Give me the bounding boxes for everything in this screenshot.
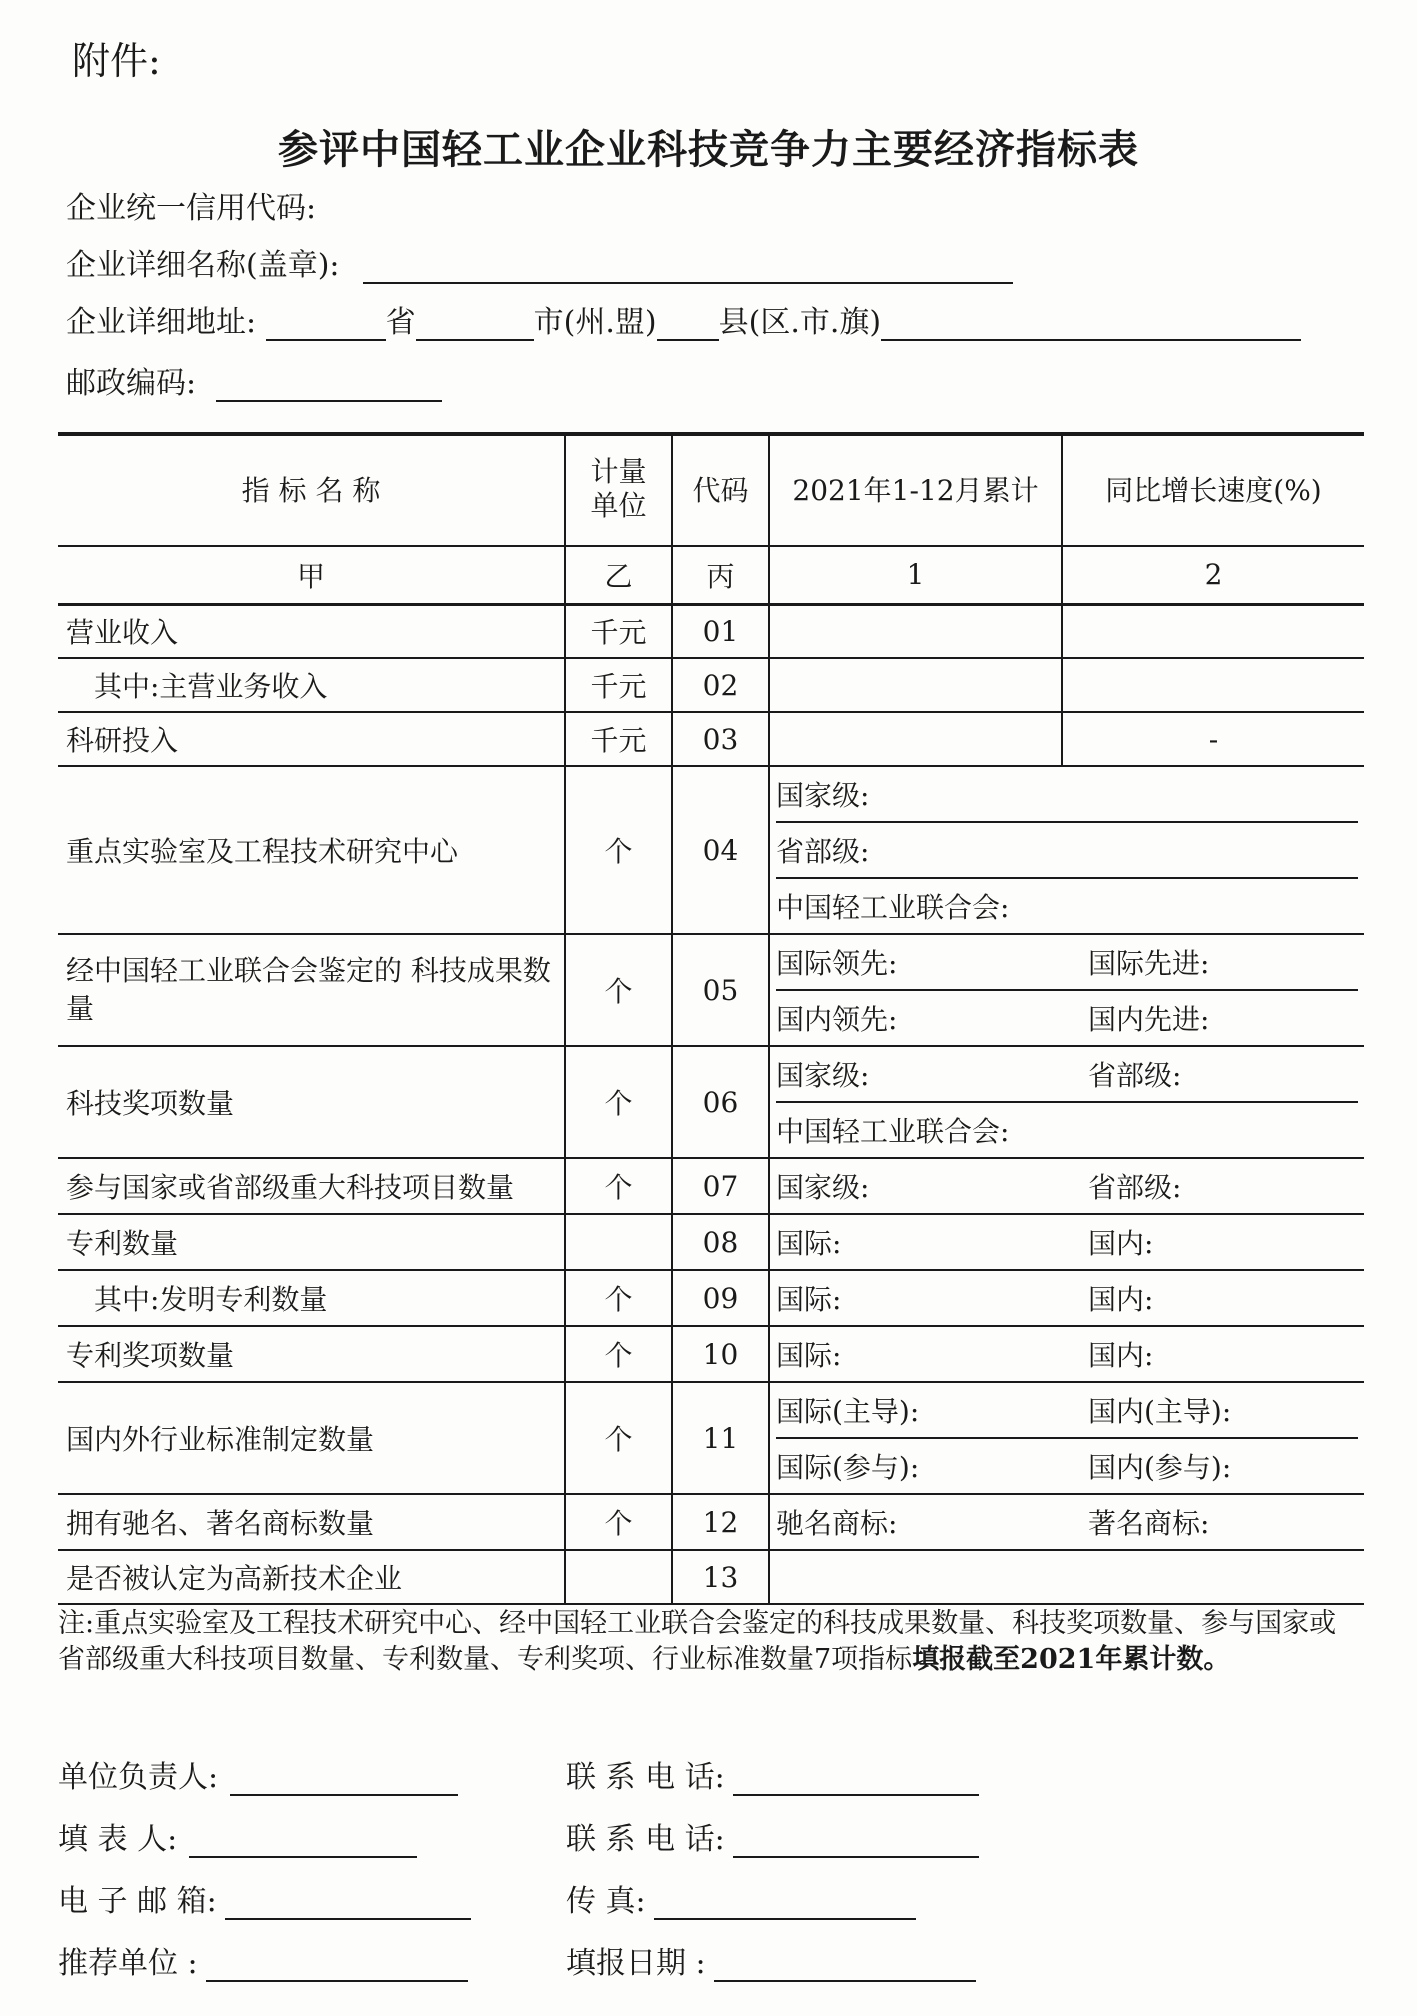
row-code: 02 — [672, 658, 769, 712]
row-code: 13 — [672, 1550, 769, 1604]
form-title: 参评中国轻工业企业科技竞争力主要经济指标表 — [278, 126, 1139, 173]
sub-label-left[interactable]: 国家级: — [776, 779, 870, 812]
sub-line — [776, 1103, 1358, 1157]
county-label: 县(区.市.旗) — [718, 305, 882, 340]
sub-label-right[interactable]: 国内: — [1088, 1227, 1154, 1260]
row-name: 专利数量 — [58, 1214, 565, 1270]
footnote-bold: 填报截至2021年累计数。 — [912, 1644, 1231, 1675]
table-row — [58, 712, 1364, 766]
province-field[interactable] — [266, 309, 386, 341]
table-row — [58, 1046, 1364, 1158]
sub-line — [776, 1215, 1358, 1269]
date-row — [566, 1938, 976, 1982]
row-name: 国内外行业标准制定数量 — [58, 1382, 565, 1494]
table-row — [58, 1158, 1364, 1214]
sub-label-right[interactable]: 国内(参与): — [1088, 1451, 1232, 1484]
table-row — [58, 1494, 1364, 1550]
row-unit: 个 — [565, 934, 672, 1046]
row-growth[interactable] — [1062, 604, 1364, 658]
row-values — [769, 1326, 1364, 1382]
row-code: 12 — [672, 1494, 769, 1550]
sub-label-right[interactable]: 省部级: — [1088, 1059, 1182, 1092]
row-growth[interactable] — [1062, 658, 1364, 712]
col-id-code: 丙 — [672, 546, 769, 604]
row-unit — [565, 1550, 672, 1604]
sub-label-left[interactable]: 驰名商标: — [776, 1507, 898, 1540]
row-code: 09 — [672, 1270, 769, 1326]
sub-line — [776, 1047, 1358, 1103]
row-unit: 千元 — [565, 712, 672, 766]
row-code: 01 — [672, 604, 769, 658]
city-label: 市(州.盟) — [533, 305, 657, 340]
recommender-row — [58, 1938, 468, 1982]
leader-label: 单位负责人: — [58, 1760, 219, 1795]
row-code: 05 — [672, 934, 769, 1046]
province-label: 省 — [385, 305, 416, 340]
row-unit: 个 — [565, 1158, 672, 1214]
row-name: 其中:主营业务收入 — [58, 658, 565, 712]
sub-line — [776, 1271, 1358, 1325]
sub-label-left[interactable]: 国际(参与): — [776, 1451, 920, 1484]
sub-label-right[interactable]: 国内先进: — [1088, 1003, 1210, 1036]
table-row — [58, 934, 1364, 1046]
col-id-unit: 乙 — [565, 546, 672, 604]
recommender-field[interactable] — [206, 1950, 468, 1982]
phone2-label: 联 系 电 话: — [566, 1822, 725, 1857]
filler-row — [58, 1814, 417, 1858]
header-unit-line2: 单位 — [590, 488, 647, 522]
header-growth: 同比增长速度(%) — [1062, 432, 1364, 546]
row-unit: 个 — [565, 1382, 672, 1494]
email-label: 电 子 邮 箱: — [58, 1884, 217, 1919]
sub-label-left[interactable]: 国际: — [776, 1339, 842, 1372]
leader-row — [58, 1752, 458, 1796]
header-unit-line1: 计量 — [590, 454, 647, 488]
row-cumulative[interactable] — [769, 712, 1062, 766]
table-header-row — [58, 432, 1364, 546]
row-code: 10 — [672, 1326, 769, 1382]
row-name: 重点实验室及工程技术研究中心 — [58, 766, 565, 934]
row-growth[interactable]: - — [1062, 712, 1364, 766]
sub-label-right[interactable]: 国际先进: — [1088, 947, 1210, 980]
phone1-row — [566, 1752, 979, 1796]
address-label: 企业详细地址: — [66, 305, 257, 340]
table-row — [58, 1214, 1364, 1270]
sub-line — [776, 1439, 1358, 1493]
row-values — [769, 1270, 1364, 1326]
row-name: 科研投入 — [58, 712, 565, 766]
row-code: 06 — [672, 1046, 769, 1158]
footnote — [58, 1606, 1358, 1678]
row-code: 11 — [672, 1382, 769, 1494]
date-field[interactable] — [714, 1950, 976, 1982]
email-field[interactable] — [225, 1888, 471, 1920]
sub-line — [776, 1327, 1358, 1381]
sub-label-right[interactable]: 省部级: — [1088, 1171, 1182, 1204]
sub-label-left[interactable]: 国内领先: — [776, 1003, 898, 1036]
recommender-label: 推荐单位 : — [58, 1946, 198, 1981]
row-code: 08 — [672, 1214, 769, 1270]
table-row — [58, 1550, 1364, 1604]
row-code: 03 — [672, 712, 769, 766]
table-row — [58, 1326, 1364, 1382]
row-values — [769, 1494, 1364, 1550]
row-name: 是否被认定为高新技术企业 — [58, 1550, 565, 1604]
header-cumulative: 2021年1-12月累计 — [769, 432, 1062, 546]
row-unit: 个 — [565, 1270, 672, 1326]
postcode-label: 邮政编码: — [66, 366, 197, 401]
date-label: 填报日期 : — [566, 1946, 706, 1981]
email-row — [58, 1876, 471, 1920]
sub-line — [776, 823, 1358, 879]
phone1-field[interactable] — [733, 1764, 979, 1796]
table-row — [58, 658, 1364, 712]
sub-line — [776, 991, 1358, 1045]
row-values[interactable] — [769, 1550, 1364, 1604]
footnote-text: 注:重点实验室及工程技术研究中心、经中国轻工业联合会鉴定的科技成果数量、科技奖项数量、参与国家或省部级重大科技项目数量、专利数量、专利奖项、行业标准数量7项指标 — [58, 1608, 1337, 1675]
filler-field[interactable] — [189, 1826, 417, 1858]
fax-row — [566, 1876, 916, 1920]
filler-label: 填 表 人: — [58, 1822, 178, 1857]
sub-line — [776, 767, 1358, 823]
city-field[interactable] — [416, 309, 534, 341]
row-unit — [565, 1214, 672, 1270]
row-name: 专利奖项数量 — [58, 1326, 565, 1382]
row-name: 其中:发明专利数量 — [58, 1270, 565, 1326]
column-id-row — [58, 546, 1364, 604]
sub-label-left[interactable]: 国际: — [776, 1283, 842, 1316]
sub-label-left[interactable]: 国际: — [776, 1227, 842, 1260]
row-name: 参与国家或省部级重大科技项目数量 — [58, 1158, 565, 1214]
row-code: 04 — [672, 766, 769, 934]
detail-address-field[interactable] — [881, 309, 1301, 341]
row-name: 经中国轻工业联合会鉴定的 科技成果数量 — [58, 934, 565, 1046]
table-row — [58, 1270, 1364, 1326]
sub-line — [776, 1159, 1358, 1213]
leader-field[interactable] — [230, 1764, 458, 1796]
row-unit: 个 — [565, 1494, 672, 1550]
row-values — [769, 934, 1364, 1046]
postcode-row — [66, 358, 442, 402]
sub-label-left[interactable]: 国际领先: — [776, 947, 898, 980]
table-row — [58, 766, 1364, 934]
credit-code-label: 企业统一信用代码: — [66, 191, 317, 226]
row-code: 07 — [672, 1158, 769, 1214]
company-name-label: 企业详细名称(盖章): — [66, 248, 340, 283]
table-row — [58, 604, 1364, 658]
row-unit: 个 — [565, 1326, 672, 1382]
row-name: 营业收入 — [58, 604, 565, 658]
company-name-field[interactable] — [363, 252, 1013, 284]
sub-label-right[interactable]: 国内(主导): — [1088, 1395, 1232, 1428]
table-row — [58, 1382, 1364, 1494]
sub-line — [776, 1495, 1358, 1549]
fax-field[interactable] — [654, 1888, 916, 1920]
row-unit: 个 — [565, 1046, 672, 1158]
row-unit: 千元 — [565, 658, 672, 712]
header-indicator-name: 指 标 名 称 — [58, 432, 565, 546]
sub-line — [776, 1383, 1358, 1439]
company-name-row — [66, 240, 1013, 284]
row-name: 科技奖项数量 — [58, 1046, 565, 1158]
col-id-growth: 2 — [1062, 546, 1364, 604]
sub-line — [776, 879, 1358, 933]
fax-label: 传 真: — [566, 1884, 646, 1919]
row-name: 拥有驰名、著名商标数量 — [58, 1494, 565, 1550]
header-unit — [565, 432, 672, 546]
sub-label-left[interactable]: 中国轻工业联合会: — [776, 891, 1010, 924]
col-id-cumulative: 1 — [769, 546, 1062, 604]
phone2-field[interactable] — [733, 1826, 979, 1858]
row-cumulative[interactable] — [769, 658, 1062, 712]
col-id-name: 甲 — [58, 546, 565, 604]
phone1-label: 联 系 电 话: — [566, 1760, 725, 1795]
sub-label-right[interactable]: 国内: — [1088, 1339, 1154, 1372]
row-values — [769, 1158, 1364, 1214]
county-field[interactable] — [657, 309, 719, 341]
header-code: 代码 — [672, 432, 769, 546]
sub-label-left[interactable]: 国际(主导): — [776, 1395, 920, 1428]
row-values — [769, 1214, 1364, 1270]
row-values — [769, 1382, 1364, 1494]
row-unit: 个 — [565, 766, 672, 934]
row-cumulative[interactable] — [769, 604, 1062, 658]
sub-label-right[interactable]: 著名商标: — [1088, 1507, 1210, 1540]
sub-label-right[interactable]: 国内: — [1088, 1283, 1154, 1316]
indicator-table — [58, 432, 1364, 1605]
row-unit: 千元 — [565, 604, 672, 658]
sub-line — [776, 935, 1358, 991]
attachment-label: 附件: — [72, 39, 161, 83]
postcode-field[interactable] — [216, 370, 442, 402]
address-row — [66, 297, 1301, 341]
sub-label-left[interactable]: 国家级: — [776, 1059, 870, 1092]
phone2-row — [566, 1814, 979, 1858]
sub-label-left[interactable]: 中国轻工业联合会: — [776, 1115, 1010, 1148]
sub-label-left[interactable]: 省部级: — [776, 835, 870, 868]
row-values — [769, 766, 1364, 934]
sub-label-left[interactable]: 国家级: — [776, 1171, 870, 1204]
row-values — [769, 1046, 1364, 1158]
